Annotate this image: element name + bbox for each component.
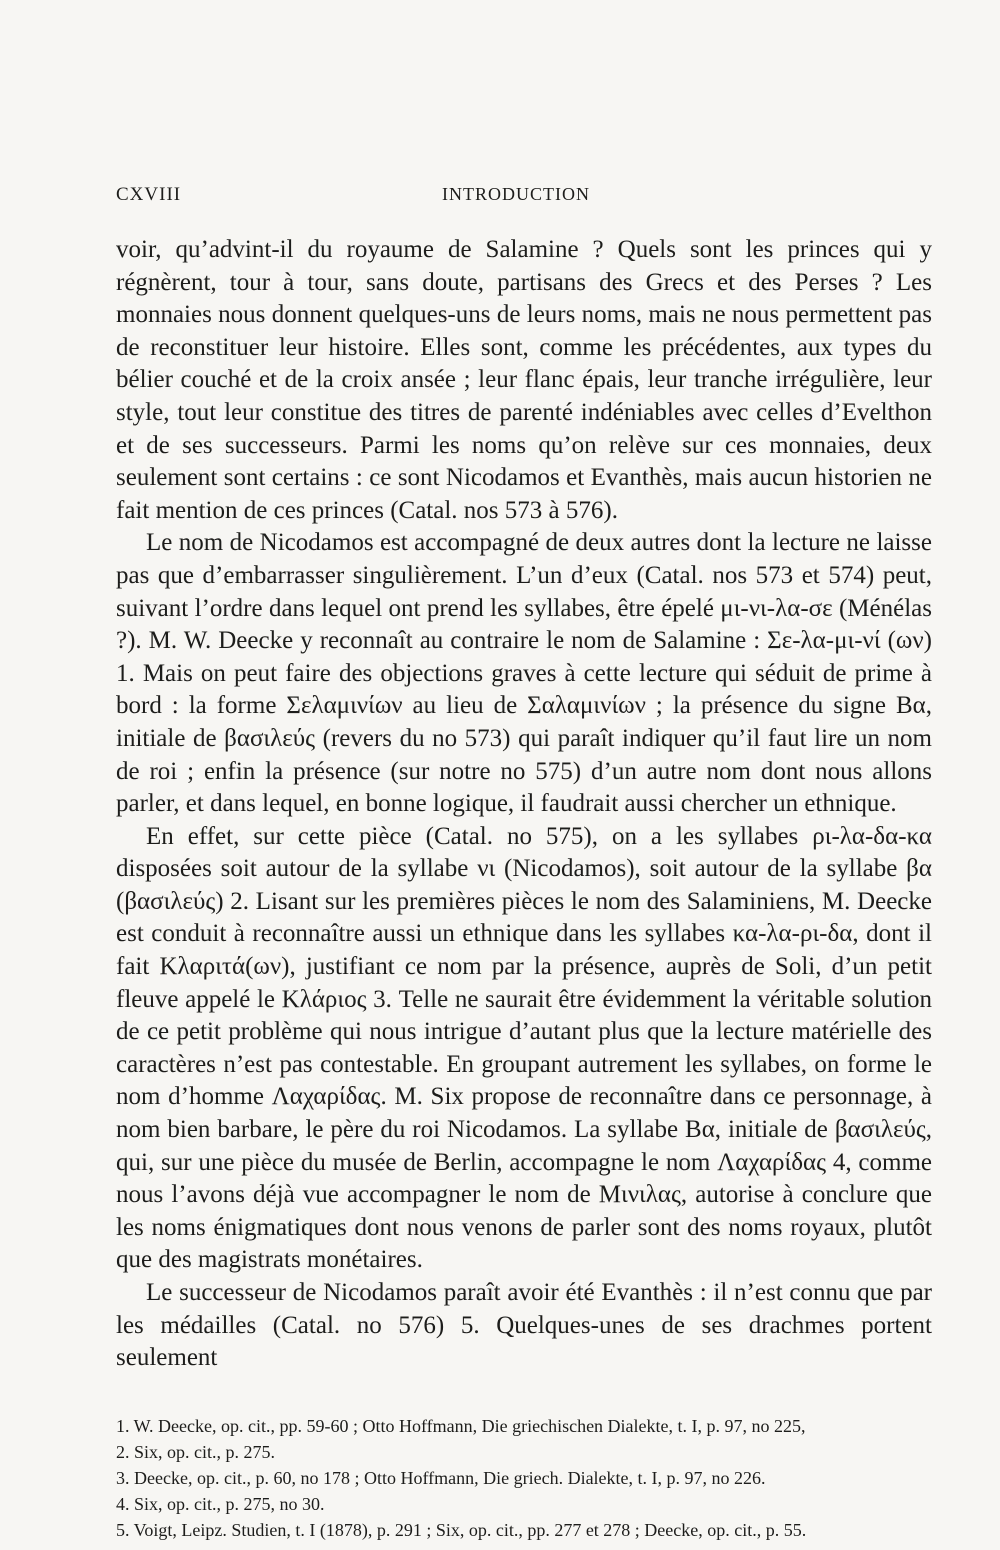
paragraph: Le nom de Nicodamos est accompagné de deux autres dont la lecture ne laisse pas que d’embarrasser singulièrement. L’un d’eux (Catal. nos 573 et 574) peut, suivant l’ordre dans lequel ont prend les syllabes, être épelé μι-νι-λα-σε (Ménélas ?). M. W. Deecke y reconnaît au contraire le nom de Salamine : Σε-λα-μι-νί (ων) 1. Mais on peut faire des objections graves à cette lecture qui séduit de prime à bord : la forme Σελαμινίων au lieu de Σαλαμινίων ; la présence du signe Βα, initiale de βασιλεύς (revers du no 573) qui paraît indiquer qu’il faut lire un nom de roi ; enfin la présence (sur notre no 575) d’un autre nom dont nous allons parler, et dans lequel, en bonne logique, il faudrait aussi chercher un ethnique. <box>116 529 932 818</box>
page-header <box>116 182 932 208</box>
paragraph: En effet, sur cette pièce (Catal. no 575), on a les syllabes ρι-λα-δα-κα disposées soit autour de la syllabe νι (Nicodamos), soit autour de la syllabe βα (βασιλεύς) 2. Lisant sur les premières pièces le nom des Salaminiens, M. Deecke est conduit à reconnaître aussi un ethnique dans les syllabes κα-λα-ρι-δα, dont il fait Κλαριτά(ων), justifiant ce nom par la présence, auprès de Soli, d’un petit fleuve appelé le Κλάριος 3. Telle ne saurait être évidemment la véritable solution de ce petit problème qui nous intrigue d’autant plus que la lecture matérielle des caractères n’est pas contestable. En groupant autrement les syllabes, on forme le nom d’homme Λαχαρίδας. M. Six propose de reconnaître dans ce personnage, à nom bien barbare, le père du roi Nicodamos. La syllabe Βα, initiale de βασιλεύς, qui, sur une pièce du musée de Berlin, accompagne le nom Λαχαρίδας 4, comme nous l’avons déjà vue accompagner le nom de Μινιλας, autorise à conclure que les noms énigmatiques dont nous venons de parler sont des noms royaux, plutôt que des magistrats monétaires. <box>116 822 932 1274</box>
footnotes <box>116 1413 932 1543</box>
footnote: 3. Deecke, op. cit., p. 60, no 178 ; Otto Hoffmann, Die griech. Dialekte, t. I, p. 97, no 226. <box>116 1467 766 1488</box>
body-text <box>116 234 932 1375</box>
paragraph: Le successeur de Nicodamos paraît avoir été Evanthès : il n’est connu que par les médailles (Catal. no 576) 5. Quelques-unes de ses drachmes portent seulement <box>116 1279 932 1372</box>
footnote: 1. W. Deecke, op. cit., pp. 59-60 ; Otto Hoffmann, Die griechischen Dialekte, t. I, p. 97, no 225, <box>116 1415 806 1436</box>
footnote: 2. Six, op. cit., p. 275. <box>116 1441 276 1462</box>
paragraph: voir, qu’advint-il du royaume de Salamine ? Quels sont les princes qui y régnèrent, tour à tour, sans doute, partisans des Grecs et des Perses ? Les monnaies nous donnent quelques-uns de leurs noms, mais ne nous permettent pas de reconstituer leur histoire. Elles sont, comme les précédentes, aux types du bélier couché et de la croix ansée ; leur flanc épais, leur tranche irrégulière, leur style, tout leur constitue des titres de parenté indéniables avec celles d’Evelthon et de ses successeurs. Parmi les noms qu’on relève sur ces monnaies, deux seulement sont certains : ce sont Nicodamos et Evanthès, mais aucun historien ne fait mention de ces princes (Catal. nos 573 à 576). <box>116 236 932 524</box>
running-head: INTRODUCTION <box>442 184 590 204</box>
footnote: 5. Voigt, Leipz. Studien, t. I (1878), p. 291 ; Six, op. cit., pp. 277 et 278 ; Deecke, op. cit., p. 55. <box>116 1519 807 1540</box>
page-number: CXVIII <box>116 184 182 205</box>
footnote: 4. Six, op. cit., p. 275, no 30. <box>116 1493 325 1514</box>
book-page <box>116 182 932 1543</box>
